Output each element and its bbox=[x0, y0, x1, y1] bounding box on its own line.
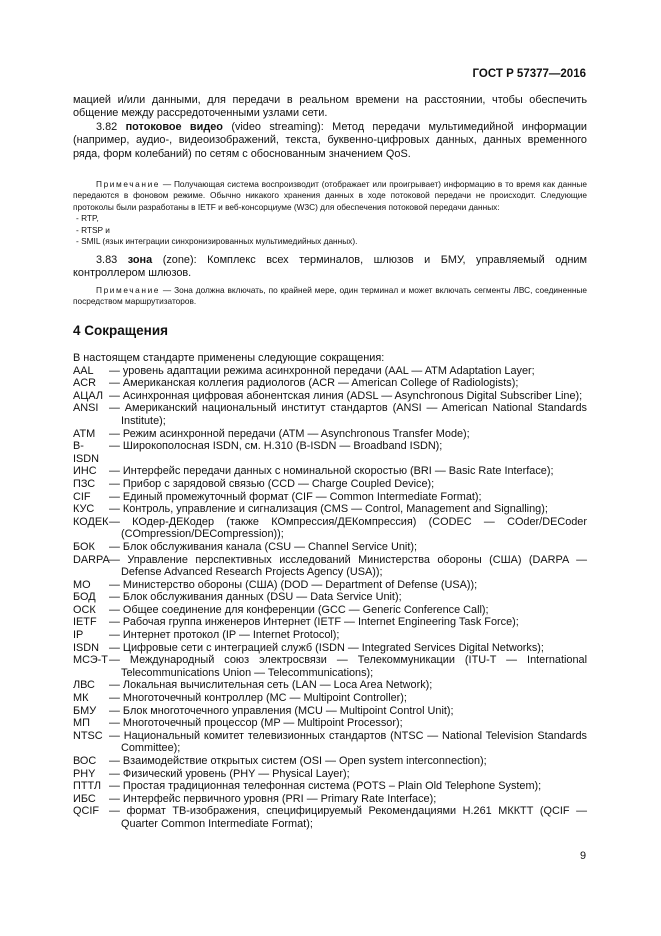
note-list-item: - SMIL (язык интеграции синхронизированных мультимедийных данных). bbox=[76, 236, 358, 247]
abbreviation-row bbox=[73, 516, 587, 541]
abbreviation-definition: — Интерфейс передачи данных с номинальной скоростью (BRI — Basic Rate Interface); bbox=[109, 465, 554, 478]
term-3-82 bbox=[73, 121, 587, 161]
abbreviation-term: NTSC bbox=[73, 729, 103, 742]
term-definition: (video streaming): Метод передачи мультимедийной информации (например, аудио-, видеоизображений, текста, буквенно-цифровых данных, данных временного ряда, форм колебаний) по сетям с обоснованным значением QoS. bbox=[73, 121, 588, 160]
abbreviation-definition: — формат ТВ-изображения, специфицируемый Рекомендациями H.261 МККТТ (QCIF — Quarter Common Intermediate Format); bbox=[109, 805, 587, 830]
note-2 bbox=[73, 285, 587, 308]
abbreviation-row bbox=[73, 541, 587, 554]
abbreviation-row bbox=[73, 503, 587, 516]
abbreviation-term: ANSI bbox=[73, 402, 99, 415]
abbreviation-row bbox=[73, 755, 587, 768]
abbreviation-definition: — Прибор с зарядовой связью (CCD — Charge Coupled Device); bbox=[109, 477, 435, 490]
abbreviation-row bbox=[73, 642, 587, 655]
abbreviation-term: ИНС bbox=[73, 465, 97, 478]
abbreviation-definition: — Режим асинхронной передачи (ATM — Asynchronous Transfer Mode); bbox=[109, 427, 470, 440]
abbreviation-row bbox=[73, 440, 587, 465]
abbreviation-row bbox=[73, 465, 587, 478]
section-intro: В настоящем стандарте применены следующие сокращения: bbox=[73, 352, 385, 364]
abbreviation-term: БОД bbox=[73, 591, 96, 604]
abbreviation-definition: — КОдер-ДЕКодер (также КОмпрессия/ДЕКомпрессия) (CODEC — COder/DECoder (COmpression/DECompression)); bbox=[109, 515, 587, 541]
note-text: — Получающая система воспроизводит (отображает или проигрывает) информацию в то время как данные передаются в фоновом режиме. Обычно никакого хранения данных в ходе потоковой передачи не происходит. Следующие протоколы были разработаны в IETF и веб-консорциуме (W3C) для обеспечения потоковой передачи данных: bbox=[73, 179, 587, 212]
abbreviation-definition: — Многоточечный процессор (MP — Multipoint Processor); bbox=[109, 717, 403, 730]
abbreviation-definition: — Простая традиционная телефонная система (POTS – Plain Old Telephone System); bbox=[109, 780, 542, 793]
abbreviation-row bbox=[73, 805, 587, 830]
abbreviation-definition: — Американская коллегия радиологов (ACR — American College of Radiologists); bbox=[109, 377, 519, 390]
abbreviation-row bbox=[73, 579, 587, 592]
term-title: потоковое видео bbox=[125, 121, 223, 133]
term-definition: (zone): Комплекс всех терминалов, шлюзов и БМУ, управляемый одним контроллером шлюзов. bbox=[73, 254, 588, 280]
note-list-item: - RTSP и bbox=[76, 224, 110, 235]
intro-continuation: мацией и/или данными, для передачи в реальном времени на расстоянии, чтобы обеспечить общение между рассредоточенными узлами сети. bbox=[73, 94, 587, 120]
abbreviation-row bbox=[73, 491, 587, 504]
abbreviation-row bbox=[73, 679, 587, 692]
abbreviation-term: ОСК bbox=[73, 603, 96, 616]
term-number: 3.82 bbox=[96, 121, 118, 133]
abbreviation-definition: — Интерфейс первичного уровня (PRI — Primary Rate Interface); bbox=[109, 792, 437, 805]
abbreviation-row bbox=[73, 554, 587, 579]
term-title: зона bbox=[127, 254, 153, 266]
abbreviation-term: ATM bbox=[73, 427, 96, 440]
abbreviation-definition: — Национальный комитет телевизионных стандартов (NTSC — National Television Standards Committee); bbox=[109, 729, 587, 755]
note-1 bbox=[73, 179, 587, 247]
abbreviation-term: ЛВС bbox=[73, 679, 95, 692]
abbreviation-term: БМУ bbox=[73, 704, 97, 717]
abbreviation-row bbox=[73, 629, 587, 642]
abbreviation-list bbox=[73, 365, 587, 831]
abbreviation-definition: — Контроль, управление и сигнализация (CMS — Control, Management and Signalling); bbox=[109, 503, 548, 516]
abbreviations-section bbox=[73, 352, 587, 831]
abbreviation-definition: — Рабочая группа инженеров Интернет (IETF — Internet Engineering Task Force); bbox=[109, 616, 519, 629]
abbreviation-row bbox=[73, 730, 587, 755]
abbreviation-term: МК bbox=[73, 692, 89, 705]
abbreviation-row bbox=[73, 717, 587, 730]
abbreviation-definition: — Международный союз электросвязи — Телекоммуникации (ITU-T — International Telecommunications Union — Telecommunications); bbox=[109, 654, 587, 679]
document-id: ГОСТ Р 57377—2016 bbox=[472, 68, 586, 80]
abbreviation-row bbox=[73, 428, 587, 441]
note-text: — Зона должна включать, по крайней мере, один терминал и может включать сегменты ЛВС, соединенные посредством маршрутизаторов. bbox=[73, 285, 587, 307]
abbreviation-definition: — Общее соединение для конференции (GCC — Generic Conference Call); bbox=[109, 603, 489, 616]
section-heading: 4 Сокращения bbox=[73, 323, 168, 338]
abbreviation-term: ПЗС bbox=[73, 477, 96, 490]
abbreviation-term: QCIF bbox=[73, 805, 100, 818]
term-3-83 bbox=[73, 254, 587, 281]
abbreviation-row bbox=[73, 591, 587, 604]
abbreviation-term: CIF bbox=[73, 490, 91, 503]
abbreviation-term: DARPA bbox=[73, 553, 110, 566]
note-label: Примечание bbox=[96, 179, 161, 189]
abbreviation-definition: — Интернет протокол (IP — Internet Protocol); bbox=[109, 629, 340, 642]
abbreviation-definition: — Управление перспективных исследований Министерства обороны (США) (DARPA — Defense Advanced Research Projects Agency (USA)); bbox=[109, 553, 587, 579]
abbreviation-definition: — Блок многоточечного управления (MCU — Multipoint Control Unit); bbox=[109, 704, 454, 717]
abbreviation-term: ИБС bbox=[73, 792, 96, 805]
abbreviation-definition: — Министерство обороны (США) (DOD — Department of Defense (USA)); bbox=[109, 578, 478, 591]
abbreviation-row bbox=[73, 604, 587, 617]
abbreviation-term: МП bbox=[73, 717, 90, 730]
abbreviation-definition: — Блок обслуживания данных (DSU — Data Service Unit); bbox=[109, 591, 402, 604]
abbreviation-row bbox=[73, 365, 587, 378]
abbreviation-term: ВОС bbox=[73, 755, 97, 767]
abbreviation-term: АЦАЛ bbox=[73, 389, 103, 402]
abbreviation-definition: — Блок обслуживания канала (CSU — Channel Service Unit); bbox=[109, 540, 418, 553]
abbreviation-row bbox=[73, 780, 587, 793]
abbreviation-term: КУС bbox=[73, 503, 95, 516]
abbreviation-row bbox=[73, 377, 587, 390]
abbreviation-term: БОК bbox=[73, 540, 95, 553]
note-label: Примечание bbox=[96, 285, 161, 295]
abbreviation-row bbox=[73, 654, 587, 679]
abbreviation-term: PHY bbox=[73, 767, 96, 780]
abbreviation-row bbox=[73, 793, 587, 806]
abbreviation-term: ISDN bbox=[73, 641, 100, 654]
abbreviation-row bbox=[73, 390, 587, 403]
abbreviation-definition: — Асинхронная цифровая абонентская линия (ADSL — Asynchronous Digital Subscriber Line); bbox=[109, 389, 583, 402]
abbreviation-row bbox=[73, 478, 587, 491]
abbreviation-row bbox=[73, 692, 587, 705]
note-list-item: - RTP, bbox=[76, 213, 99, 224]
abbreviation-definition: — Физический уровень (PHY — Physical Layer); bbox=[109, 767, 350, 780]
abbreviation-term: ПТТЛ bbox=[73, 780, 102, 793]
abbreviation-definition: — Взаимодействие открытых систем (OSI — Open system interconnection); bbox=[109, 755, 487, 767]
abbreviation-row bbox=[73, 616, 587, 629]
abbreviation-term: МСЭ-Т bbox=[73, 654, 108, 667]
abbreviation-row bbox=[73, 705, 587, 718]
page-number: 9 bbox=[579, 850, 586, 862]
abbreviation-term: КОДЕК bbox=[73, 515, 109, 528]
abbreviation-row bbox=[73, 402, 587, 427]
term-number: 3.83 bbox=[96, 254, 118, 266]
abbreviation-definition: — уровень адаптации режима асинхронной передачи (AAL — ATM Adaptation Layer; bbox=[109, 364, 535, 377]
abbreviation-row bbox=[73, 768, 587, 781]
abbreviation-definition: — Единый промежуточный формат (CIF — Common Intermediate Format); bbox=[109, 490, 482, 503]
abbreviation-term: ACR bbox=[73, 377, 96, 390]
abbreviation-term: IP bbox=[73, 629, 84, 642]
abbreviation-term: МО bbox=[73, 578, 91, 591]
abbreviation-definition: — Локальная вычислительная сеть (LAN — Loca Area Network); bbox=[109, 679, 433, 692]
abbreviation-definition: — Широкополосная ISDN, см. H.310 (B-ISDN — Broadband ISDN); bbox=[109, 440, 443, 453]
abbreviation-term: B-ISDN bbox=[73, 440, 100, 465]
abbreviation-definition: — Американский национальный институт стандартов (ANSI — American National Standards Institute); bbox=[109, 402, 587, 427]
abbreviation-definition: — Цифровые сети с интеграцией служб (ISDN — Integrated Services Digital Networks); bbox=[109, 641, 544, 654]
abbreviation-definition: — Многоточечный контроллер (MC — Multipoint Controller); bbox=[109, 692, 407, 705]
abbreviation-term: IETF bbox=[73, 616, 97, 629]
abbreviation-term: AAL bbox=[73, 364, 94, 377]
